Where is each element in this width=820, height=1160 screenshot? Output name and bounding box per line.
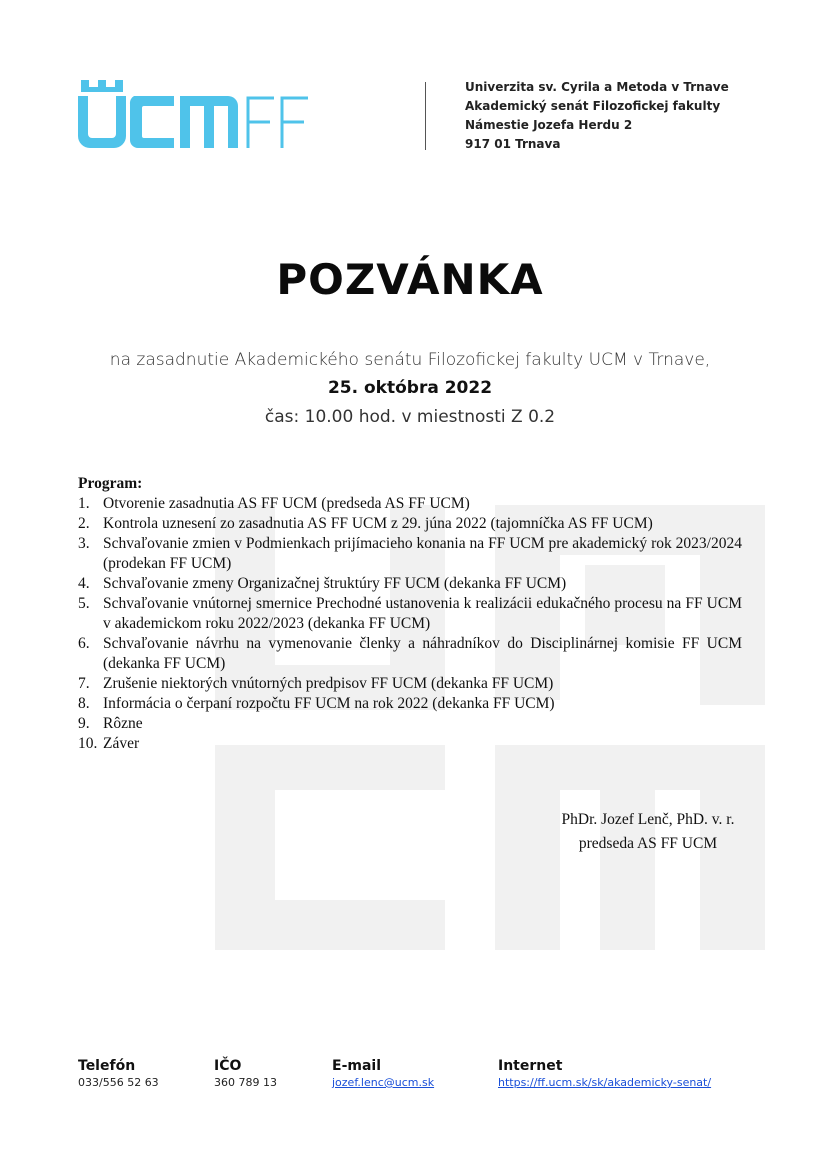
- footer-ico: [214, 1057, 277, 1091]
- address-line: Univerzita sv. Cyrila a Metoda v Trnave: [465, 80, 729, 94]
- program-heading: Program:: [78, 475, 143, 492]
- program-item-text: Schvaľovanie zmien v Podmienkach prijímacieho konania na FF UCM pre akademický rok 2023/2024 (prodekan FF UCM): [103, 535, 742, 572]
- program-item-number: 9.: [78, 715, 90, 732]
- program-item-text: Schvaľovanie zmeny Organizačnej štruktúry FF UCM (dekanka FF UCM): [103, 575, 567, 592]
- address-line: Námestie Jozefa Herdu 2: [465, 118, 633, 132]
- footer-ico-label: IČO: [214, 1058, 242, 1074]
- signature-block: [548, 808, 748, 856]
- program-item-text: Schvaľovanie návrhu na vymenovanie členky a náhradníkov do Disciplinárnej komisie FF UCM (dekanka FF UCM): [103, 635, 742, 672]
- program-item-number: 10.: [78, 735, 98, 752]
- meeting-time: čas: 10.00 hod. v miestnosti Z 0.2: [264, 407, 556, 427]
- program-list: [78, 494, 742, 754]
- program-item: [78, 534, 742, 574]
- program-item-text: Informácia o čerpaní rozpočtu FF UCM na rok 2022 (dekanka FF UCM): [103, 695, 555, 712]
- program-item-number: 8.: [78, 695, 90, 712]
- program-item: [78, 494, 742, 514]
- footer-internet-link[interactable]: https://ff.ucm.sk/sk/akademicky-senat/: [498, 1076, 712, 1089]
- footer-phone-label: Telefón: [78, 1058, 136, 1074]
- footer-email-link[interactable]: jozef.lenc@ucm.sk: [332, 1076, 435, 1089]
- program-item-text: Schvaľovanie vnútornej smernice Prechodné ustanovenia k realizácii edukačného procesu na FF UCM v akademickom roku 2022/2023 (dekanka FF UCM): [103, 595, 742, 632]
- program-item: [78, 714, 742, 734]
- program-item: [78, 514, 742, 534]
- program-item: [78, 694, 742, 714]
- meeting-date: 25. októbra 2022: [327, 378, 493, 398]
- program-item-text: Rôzne: [103, 715, 143, 732]
- header-address: [465, 78, 729, 154]
- address-line: 917 01 Trnava: [465, 137, 561, 151]
- ucm-ff-logo: [78, 80, 310, 152]
- address-line: Akademický senát Filozofickej fakulty: [465, 99, 721, 113]
- program-item-text: Kontrola uznesení zo zasadnutia AS FF UCM z 29. júna 2022 (tajomníčka AS FF UCM): [103, 515, 653, 532]
- program-item: [78, 674, 742, 694]
- program-item-number: 6.: [78, 635, 90, 652]
- program-item-text: Zrušenie niektorých vnútorných predpisov FF UCM (dekanka FF UCM): [103, 675, 554, 692]
- document-title: POZVÁNKA: [276, 255, 544, 304]
- footer-internet-label: Internet: [498, 1058, 563, 1074]
- program-item-number: 4.: [78, 575, 90, 592]
- program-item: [78, 734, 742, 754]
- header-divider: [425, 82, 426, 150]
- footer-phone: [78, 1057, 159, 1091]
- program-item-number: 2.: [78, 515, 90, 532]
- footer-email: [332, 1057, 434, 1091]
- program-item-number: 7.: [78, 675, 90, 692]
- program-section: [78, 474, 742, 754]
- program-item-text: Otvorenie zasadnutia AS FF UCM (predseda AS FF UCM): [103, 495, 470, 512]
- footer-phone-value: 033/556 52 63: [78, 1076, 159, 1089]
- intro-text: na zasadnutie Akademického senátu Filozofickej fakulty UCM v Trnave,: [109, 350, 711, 370]
- program-item: [78, 634, 742, 674]
- footer-email-label: E-mail: [332, 1058, 382, 1074]
- program-item-number: 1.: [78, 495, 90, 512]
- program-item: [78, 574, 742, 594]
- program-item-number: 3.: [78, 535, 90, 552]
- footer-ico-value: 360 789 13: [214, 1076, 277, 1089]
- program-item-text: Záver: [103, 735, 140, 752]
- footer-internet: [498, 1057, 711, 1091]
- program-item: [78, 594, 742, 634]
- signature-role: predseda AS FF UCM: [578, 835, 718, 852]
- signature-name: PhDr. Jozef Lenč, PhD. v. r.: [561, 811, 735, 828]
- program-item-number: 5.: [78, 595, 90, 612]
